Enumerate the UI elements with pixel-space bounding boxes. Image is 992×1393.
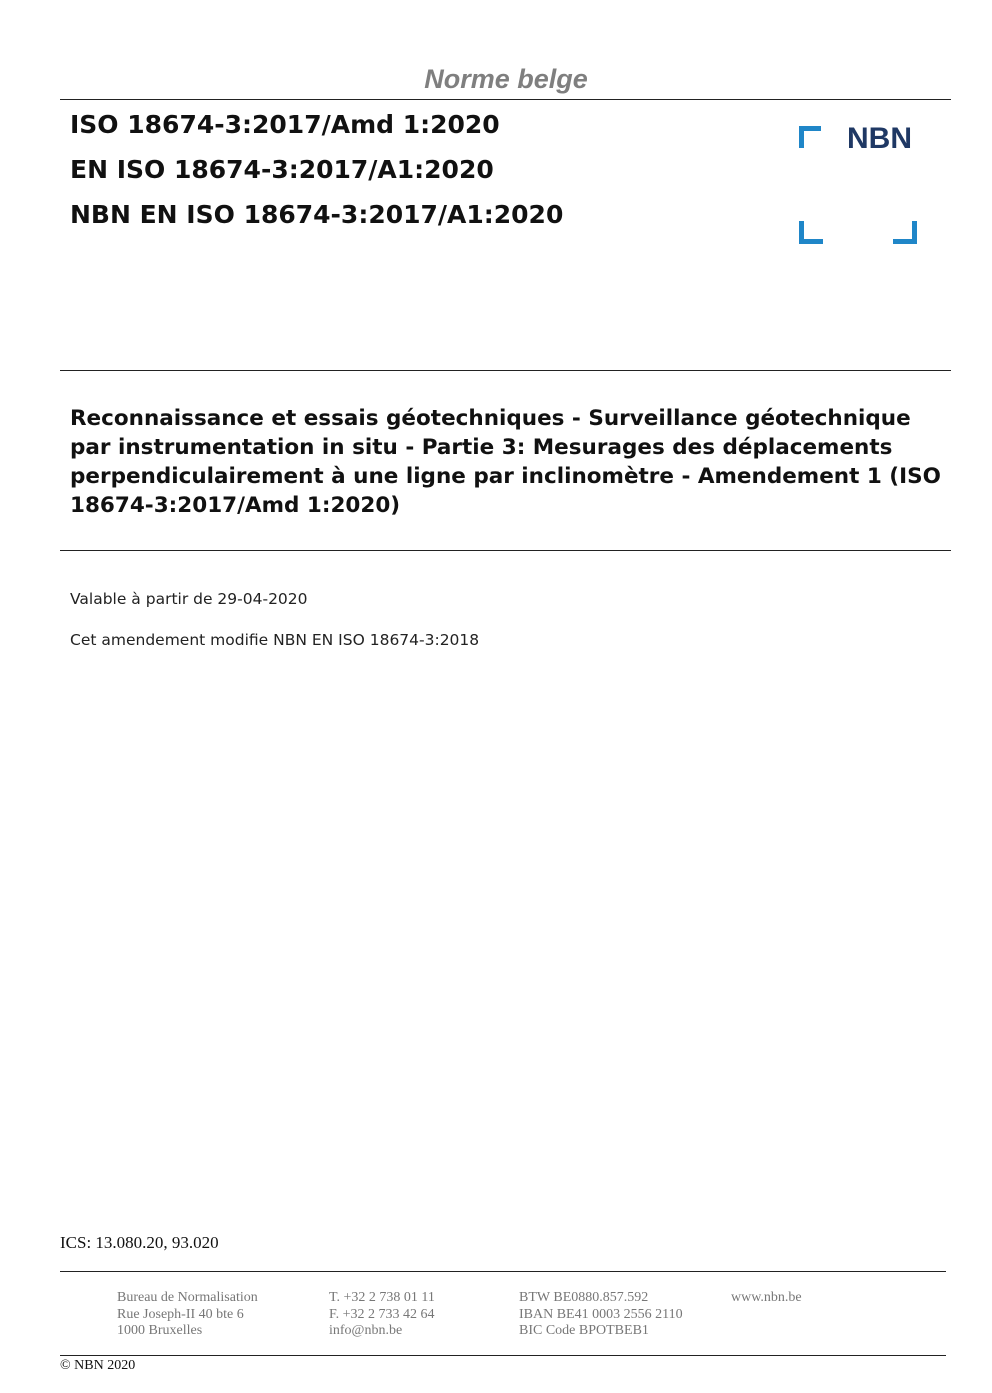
footer-address-line: Bureau de Normalisation <box>117 1290 258 1305</box>
footer-address-line: 1000 Bruxelles <box>117 1323 203 1338</box>
footer-contact <box>329 1290 435 1340</box>
footer-bottom-divider <box>60 1355 946 1356</box>
footer-address <box>117 1290 258 1340</box>
standard-id-nbn: NBN EN ISO 18674-3:2017/A1:2020 <box>70 200 564 229</box>
header-divider <box>60 99 951 100</box>
footer-phone: T. +32 2 738 01 11 <box>329 1290 435 1305</box>
standard-id-iso: ISO 18674-3:2017/Amd 1:2020 <box>70 110 500 139</box>
footer-vat: BTW BE0880.857.592 <box>519 1290 649 1305</box>
footer-address-line: Rue Joseph-II 40 bte 6 <box>117 1306 244 1322</box>
title-bottom-divider <box>60 550 951 551</box>
amendment-note: Cet amendement modifie NBN EN ISO 18674-3:2018 <box>70 631 480 649</box>
footer-iban: IBAN BE41 0003 2556 2110 <box>519 1306 683 1322</box>
footer-fax: F. +32 2 733 42 64 <box>329 1306 435 1322</box>
copyright: © NBN 2020 <box>60 1358 136 1373</box>
footer-bic: BIC Code BPOTBEB1 <box>519 1323 649 1338</box>
logo-text: NBN <box>847 124 912 155</box>
norme-belge-label: Norme belge <box>424 64 588 94</box>
footer-email: info@nbn.be <box>329 1323 403 1338</box>
nbn-logo <box>797 124 921 248</box>
footer-top-divider <box>60 1271 946 1272</box>
ics-code: ICS: 13.080.20, 93.020 <box>60 1233 219 1252</box>
document-title: Reconnaissance et essais géotechniques - Surveillance géotechnique par instrumentation in situ - Partie 3: Mesurages des déplacements perpendiculairement à une ligne par inclinomètre - Amendement 1 (ISO 18674-3:2017/Amd 1:2020) <box>70 406 941 518</box>
standard-id-en: EN ISO 18674-3:2017/A1:2020 <box>70 155 494 184</box>
footer-bank <box>519 1290 683 1340</box>
title-top-divider <box>60 370 951 371</box>
validity-date: Valable à partir de 29-04-2020 <box>70 590 308 608</box>
footer-website: www.nbn.be <box>731 1290 802 1305</box>
